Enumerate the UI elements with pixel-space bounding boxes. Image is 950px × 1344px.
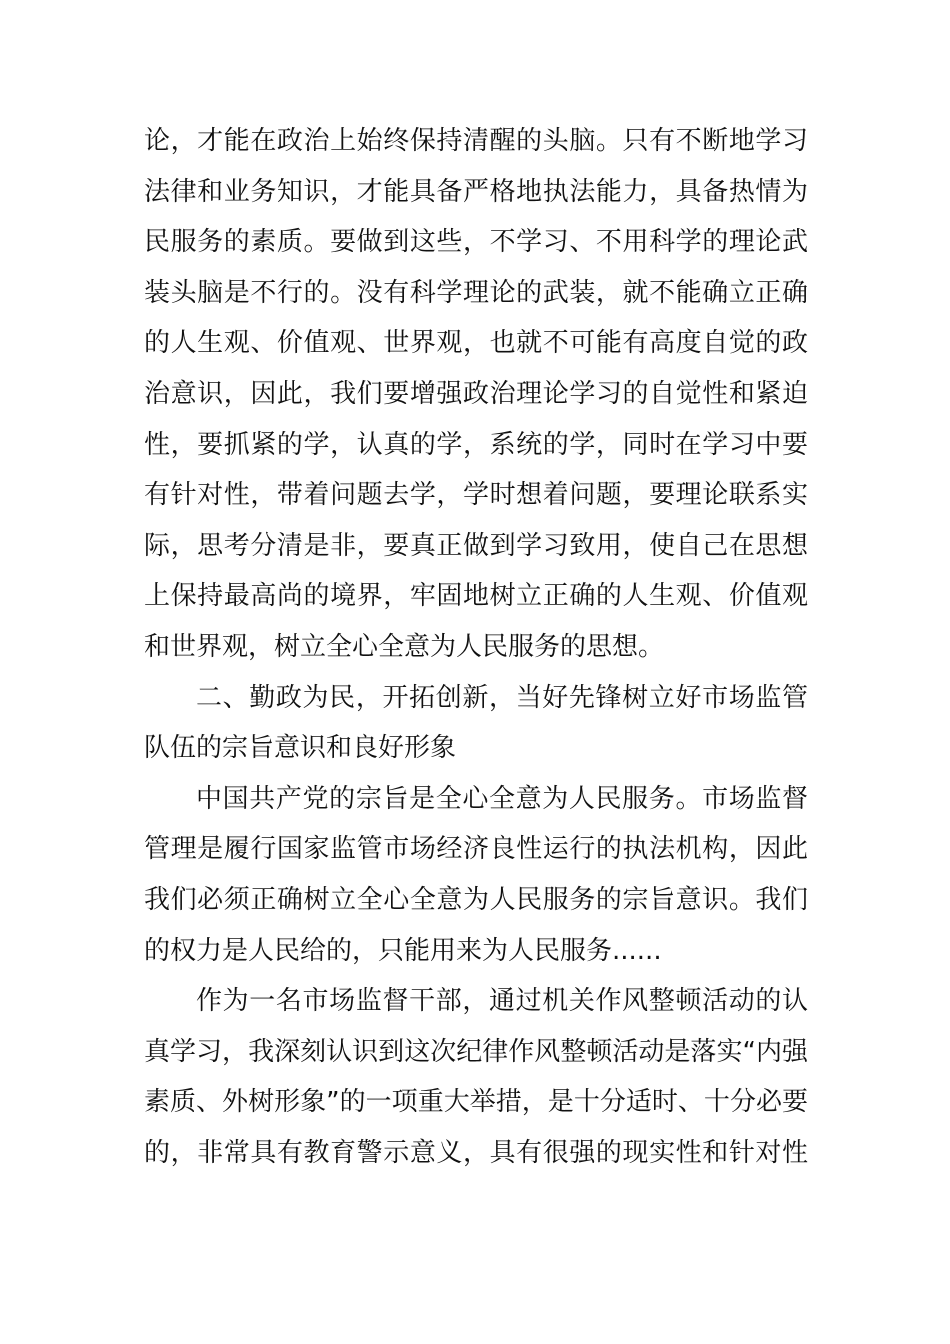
text-line: 民服务的素质。要做到这些，不学习、不用科学的理论武 (144, 227, 808, 258)
paragraph-start-line: 中国共产党的宗旨是全心全意为人民服务。市场监督 (196, 783, 808, 814)
text-line: 治意识，因此，我们要增强政治理论学习的自觉性和紧迫 (144, 378, 808, 409)
text-line: 论，才能在政治上始终保持清醒的头脑。只有不断地学习 (144, 126, 808, 156)
paragraph-end-line: 和世界观，树立全心全意为人民服务的思想。 (144, 631, 665, 662)
text-line: 真学习，我深刻认识到这次纪律作风整顿活动是落实“内强 (144, 1036, 808, 1067)
text-line: 际，思考分清是非，要真正做到学习致用，使自己在思想 (144, 530, 808, 561)
text-line: 装头脑是不行的。没有科学理论的武装，就不能确立正确 (144, 277, 808, 308)
paragraph-start-line: 作为一名市场监督干部，通过机关作风整顿活动的认 (196, 986, 808, 1017)
text-line: 上保持最高尚的境界，牢固地树立正确的人生观、价值观 (144, 581, 808, 612)
text-line: 素质、外树形象”的一项重大举措，是十分适时、十分必要 (144, 1087, 808, 1118)
text-line: 法律和业务知识，才能具备严格地执法能力，具备热情为 (144, 176, 808, 207)
section-heading-line: 二、勤政为民，开拓创新，当好先锋树立好市场监管 (196, 682, 808, 713)
text-line: 的，非常具有教育警示意义，具有很强的现实性和针对性 (144, 1137, 808, 1168)
section-heading-end-line: 队伍的宗旨意识和良好形象 (144, 733, 457, 764)
text-line: 性，要抓紧的学，认真的学，系统的学，同时在学习中要 (144, 429, 808, 460)
paragraph-end-line: 的权力是人民给的，只能用来为人民服务...... (144, 935, 662, 966)
text-line: 的人生观、价值观、世界观，也就不可能有高度自觉的政 (144, 328, 808, 359)
document-body (144, 116, 808, 1178)
text-line: 有针对性，带着问题去学，学时想着问题，要理论联系实 (144, 480, 808, 511)
text-line: 管理是履行国家监管市场经济良性运行的执法机构，因此 (144, 834, 808, 865)
text-line: 我们必须正确树立全心全意为人民服务的宗旨意识。我们 (144, 884, 808, 915)
